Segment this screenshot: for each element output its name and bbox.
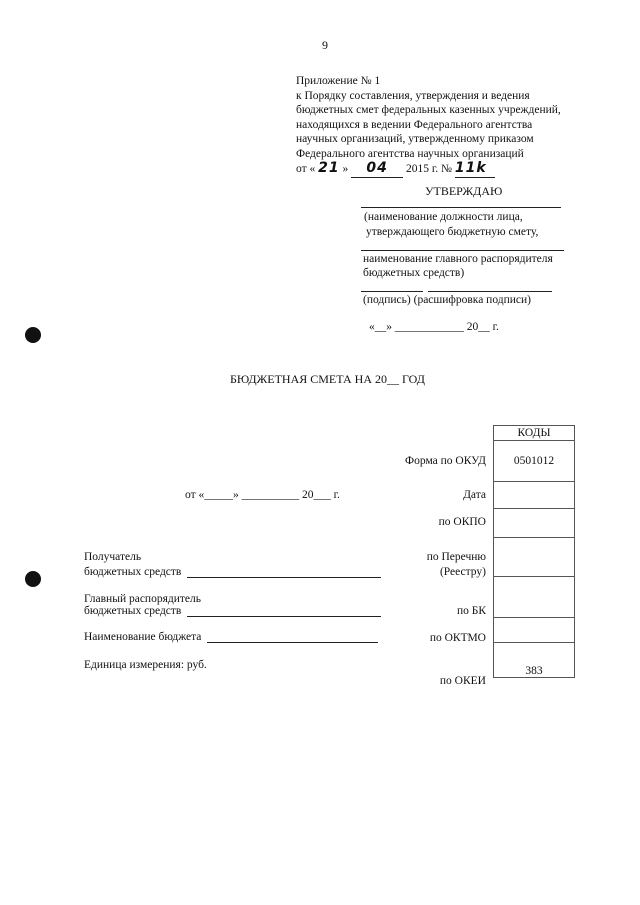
admin-hint-2: бюджетных средств): [363, 267, 465, 279]
punch-hole-icon: [25, 571, 41, 587]
admin-hint-1: наименование главного распорядителя: [363, 253, 553, 265]
okei-label: по ОКЕИ: [439, 675, 486, 687]
position-line: [361, 207, 561, 208]
appendix-block: [296, 74, 561, 177]
order-number-handwritten: 11k: [454, 160, 487, 176]
document-title: БЮДЖЕТНАЯ СМЕТА НА 20__ ГОД: [230, 372, 425, 386]
okpo-label: по ОКПО: [438, 516, 486, 528]
appendix-line: к Порядку составления, утверждения и ведения: [296, 89, 530, 102]
position-hint-1: (наименование должности лица,: [364, 211, 523, 223]
recipient-label-2: бюджетных средств: [84, 566, 182, 578]
okud-code: 0501012: [494, 441, 575, 482]
admin-line: [361, 250, 564, 251]
date-mid: »: [342, 163, 349, 175]
okei-code: 383: [494, 643, 575, 678]
date-code: [494, 482, 575, 509]
budget-name-label: Наименование бюджета: [84, 631, 202, 643]
codes-header: КОДЫ: [494, 426, 575, 441]
appendix-date-line: [296, 161, 561, 177]
order-number-field: [455, 161, 495, 178]
list-label-2: (Реестру): [439, 566, 486, 578]
date-label: Дата: [463, 489, 486, 501]
appendix-title: Приложение № 1: [296, 75, 381, 87]
recipient-line: [187, 577, 381, 578]
appendix-line: бюджетных смет федеральных казенных учреждений,: [296, 104, 561, 116]
list-code: [494, 538, 575, 577]
codes-table: [493, 425, 575, 678]
appendix-line: научных организаций, утвержденному приказом: [296, 133, 534, 145]
date-prefix: от «: [296, 163, 316, 175]
okud-label: Форма по ОКУД: [405, 455, 486, 467]
signature-decode-line: [428, 291, 552, 292]
signature-hint: (подпись) (расшифровка подписи): [363, 294, 532, 306]
signature-line: [361, 291, 423, 292]
bk-label: по БК: [456, 605, 486, 617]
form-date-line: от «_____» __________ 20___ г.: [185, 489, 340, 501]
punch-hole-icon: [25, 327, 41, 343]
oktmo-label: по ОКТМО: [429, 632, 486, 644]
appendix-line: находящихся в ведении Федерального агентства: [296, 118, 533, 131]
okpo-code: [494, 509, 575, 538]
chief-label-2: бюджетных средств: [84, 605, 182, 617]
list-label-1: по Перечню: [426, 551, 486, 563]
budget-name-line: [207, 642, 378, 643]
chief-label-1: Главный распорядитель: [84, 593, 201, 605]
recipient-label-1: Получатель: [84, 551, 142, 563]
oktmo-code: [494, 618, 575, 643]
date-year: 2015 г. №: [405, 163, 453, 175]
bk-code: [494, 577, 575, 618]
date-month-handwritten: 04: [366, 160, 388, 176]
page-number: 9: [322, 38, 328, 52]
position-hint-2: утверждающего бюджетную смету,: [366, 226, 539, 238]
approval-heading: УТВЕРЖДАЮ: [425, 184, 503, 198]
appendix-line: Федерального агентства научных организаций: [296, 147, 524, 160]
chief-line: [187, 616, 381, 617]
date-day-handwritten: 21: [318, 160, 340, 176]
unit-label: Единица измерения: руб.: [84, 659, 207, 671]
date-month-field: [351, 161, 403, 178]
approval-date-line: «__» ____________ 20__ г.: [369, 321, 499, 333]
